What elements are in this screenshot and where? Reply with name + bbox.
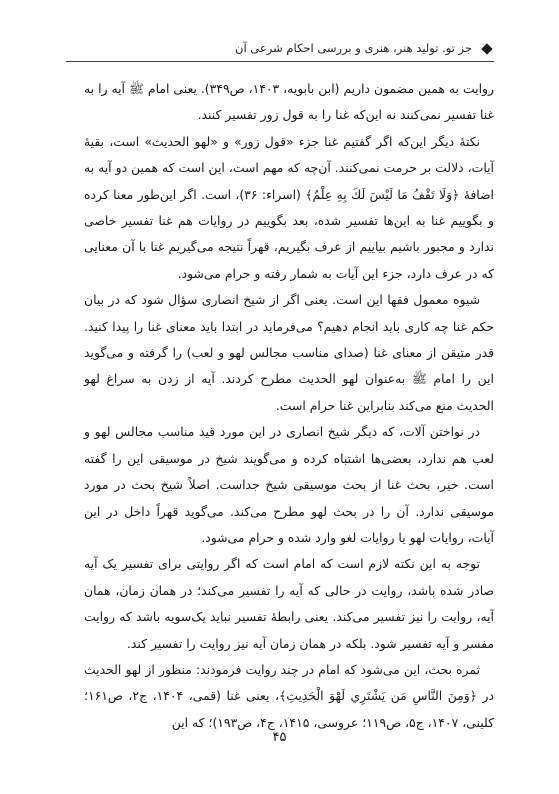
header-ornament-icon (480, 43, 494, 55)
paragraph: نکتهٔ دیگر این‌که اگر گفتیم غنا جزء «قول زور» و «لهو الحدیث» است، بقیهٔ آیات، دلالت بر حرمت نمی‌کنند. آن‌چه که مهم است، این است که همین دو آیه به اضافهٔ ﴿وَلَا تَقْفُ مَا لَيْسَ لَكَ بِهِ عِلْمٌ﴾ (اسراء: ۳۶)، است. اگر این‌طور معنا کرده و بگوییم غنا به این‌ها تفسیر شده، بعد بگوییم در روایات هم غنا تفسیر خاصی ندارد و مجبور باشیم بیاییم از عرف بگیریم، قهراً نتیجه می‌گیریم غنا با آن معنایی که در عرف دارد، جزء این آیات به شمار رفته و حرام می‌شود. (84, 133, 494, 281)
header-rule (66, 61, 494, 62)
body-text (84, 76, 494, 736)
running-head-title: جز تو. تولید هنر، هنری و بررسی احکام شرعی آن (235, 41, 472, 55)
paragraph: روایت به همین مضمون داریم (ابن بابویه، ۱۴۰۳، ص۳۴۹). یعنی امام ﷺ آیه را به غنا تفسیر نمی‌کنند نه این‌که غنا را به قول زور تفسیر کنند. (84, 81, 494, 123)
paragraph: در نواختن آلات، که دیگر شیخ انصاری در این مورد قید مناسب مجالس لهو و لعب هم ندارد، بعضی‌ها اشتباه کرده و می‌گویند شیخ در موسیقی این را گفته است. خیر، بحث غنا از بحث موسیقی شیخ جداست. اصلاً شیخ بحث در مورد موسیقی ندارد. آن را در بحث لهو مطرح می‌کند. می‌گوید قهراً داخل در این آیات، روایات لهو یا روایات لغو وارد شده و حرام می‌شود. (84, 424, 494, 545)
page-header (66, 40, 494, 62)
paragraph: توجه به این نکته لازم است که امام است که اگر روایتی برای تفسیر یک آیه صادر شده باشد، روایت در حالی که آیه را تفسیر می‌کند؛ در همان زمان، همان آیه، روایت را نیز تفسیر می‌کند. یعنی رابطهٔ تفسیر نباید یک‌سویه باشد که روایت مفسر و آیه تفسیر شود. بلکه در همان زمان آیه نیز روایت را تفسیر کند. (84, 556, 494, 651)
paragraph: شیوه معمول فقها این است. یعنی اگر از شیخ انصاری سؤال شود که در بیان حکم غنا چه کاری باید انجام دهیم؟ می‌فرماید در ابتدا باید معنای غنا را پیدا کنید. قدر متیقن از معنای غنا (صدای مناسب مجالس لهو و لعب) را گرفته و می‌گوید این را امام ﷺ به‌عنوان لهو الحدیث مطرح کردند. آیه از زدن به سراغ لهو الحدیث منع می‌کند بنابراین غنا حرام است. (84, 292, 494, 413)
paragraph: ثمره بحث، این می‌شود که امام در چند روایت فرمودند: منظور از لهو الحدیث در ﴿وَمِنَ النَّاسِ مَن يَشْتَرِي لَهْوَ الْحَدِيثِ﴾، یعنی غنا (قمی، ۱۴۰۴، ج۲، ص۱۶۱؛ کلینی، ۱۴۰۷، ج۵، ص۱۱۹؛ عروسی، ۱۴۱۵، ج۴، ص۱۹۳)؛ که این (84, 661, 495, 730)
page-number: ۴۵ (272, 730, 287, 745)
